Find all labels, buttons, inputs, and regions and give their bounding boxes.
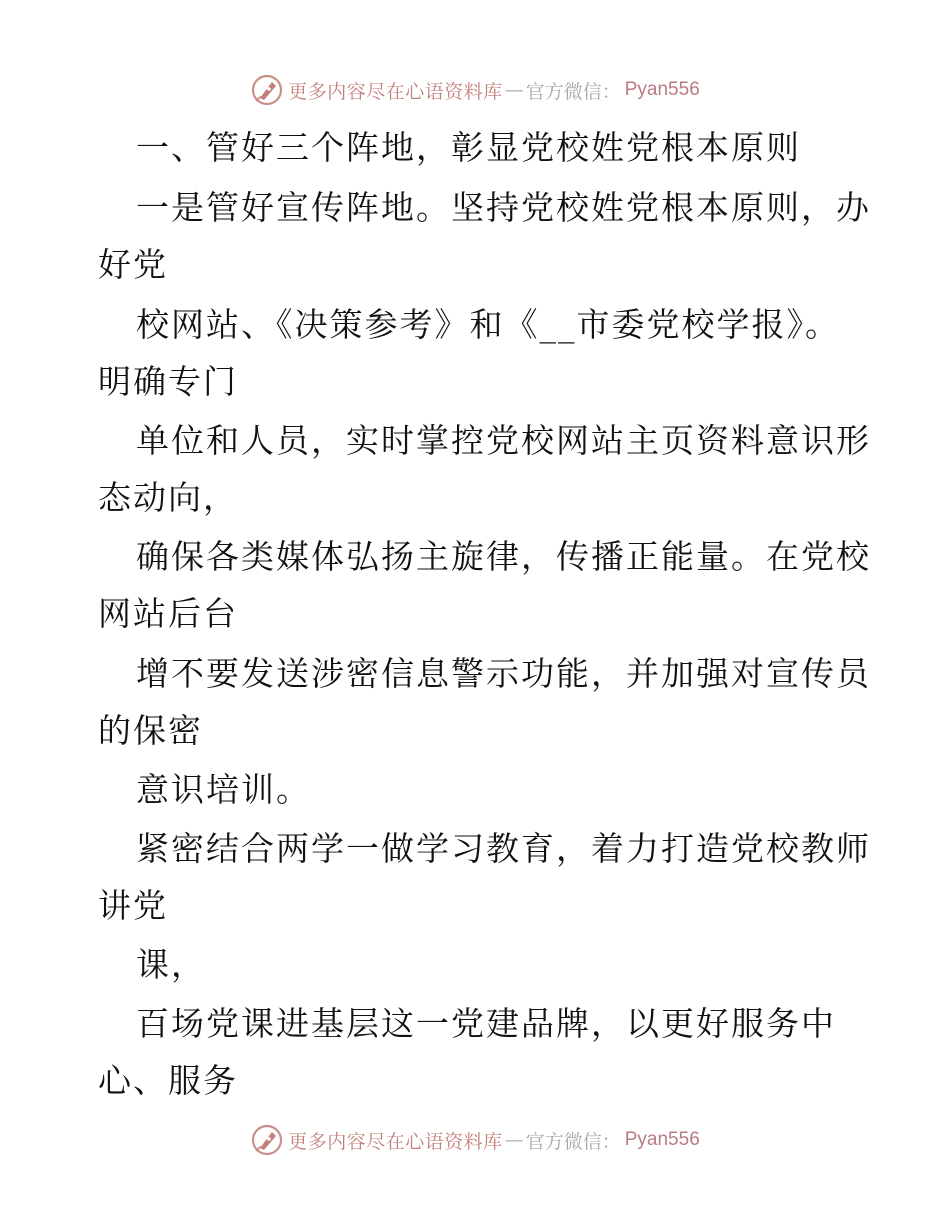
paragraph-line: 确保各类媒体弘扬主旋律，传播正能量。在党校: [136, 537, 871, 576]
watermark-handle: Pyan556: [624, 79, 700, 100]
paragraph-line: 讲党: [98, 886, 168, 925]
paragraph-line: 增不要发送涉密信息警示功能，并加强对宣传员: [136, 654, 871, 693]
paragraph-line: 课，: [136, 945, 206, 984]
paragraph-line: 一是管好宣传阵地。坚持党校姓党根本原则，办: [136, 188, 871, 227]
section-heading: 一、管好三个阵地，彰显党校姓党根本原则: [136, 128, 801, 167]
paragraph-line: 百场党课进基层这一党建品牌，以更好服务中: [136, 1004, 836, 1043]
watermark-handle: Pyan556: [624, 1129, 700, 1150]
paragraph-line: 网站后台: [98, 594, 238, 633]
paragraph-line: 的保密: [98, 711, 203, 750]
watermark-official-text: 官方微信：: [525, 1130, 621, 1153]
watermark-separator: —: [504, 1129, 524, 1151]
paragraph-line: 意识培训。: [136, 770, 311, 809]
watermark-separator: —: [504, 79, 524, 101]
paragraph-line: 态动向，: [98, 478, 238, 517]
watermark-brand-text: 更多内容尽在心语资料库: [288, 1130, 503, 1153]
paragraph-line: 心、服务: [98, 1061, 238, 1100]
paragraph-line: 校网站、《决策参考》和《__市委党校学报》。: [136, 305, 840, 344]
paragraph-line: 单位和人员，实时掌控党校网站主页资料意识形: [136, 421, 871, 460]
paragraph-line: 紧密结合两学一做学习教育，着力打造党校教师: [136, 829, 871, 868]
watermark-brand-text: 更多内容尽在心语资料库: [288, 80, 503, 103]
pen-nib-circle-icon: [250, 1123, 284, 1157]
footer-watermark: [0, 1120, 950, 1160]
paragraph-line: 明确专门: [98, 362, 238, 401]
watermark-official-text: 官方微信：: [525, 80, 621, 103]
paragraph-line: 好党: [98, 245, 168, 284]
